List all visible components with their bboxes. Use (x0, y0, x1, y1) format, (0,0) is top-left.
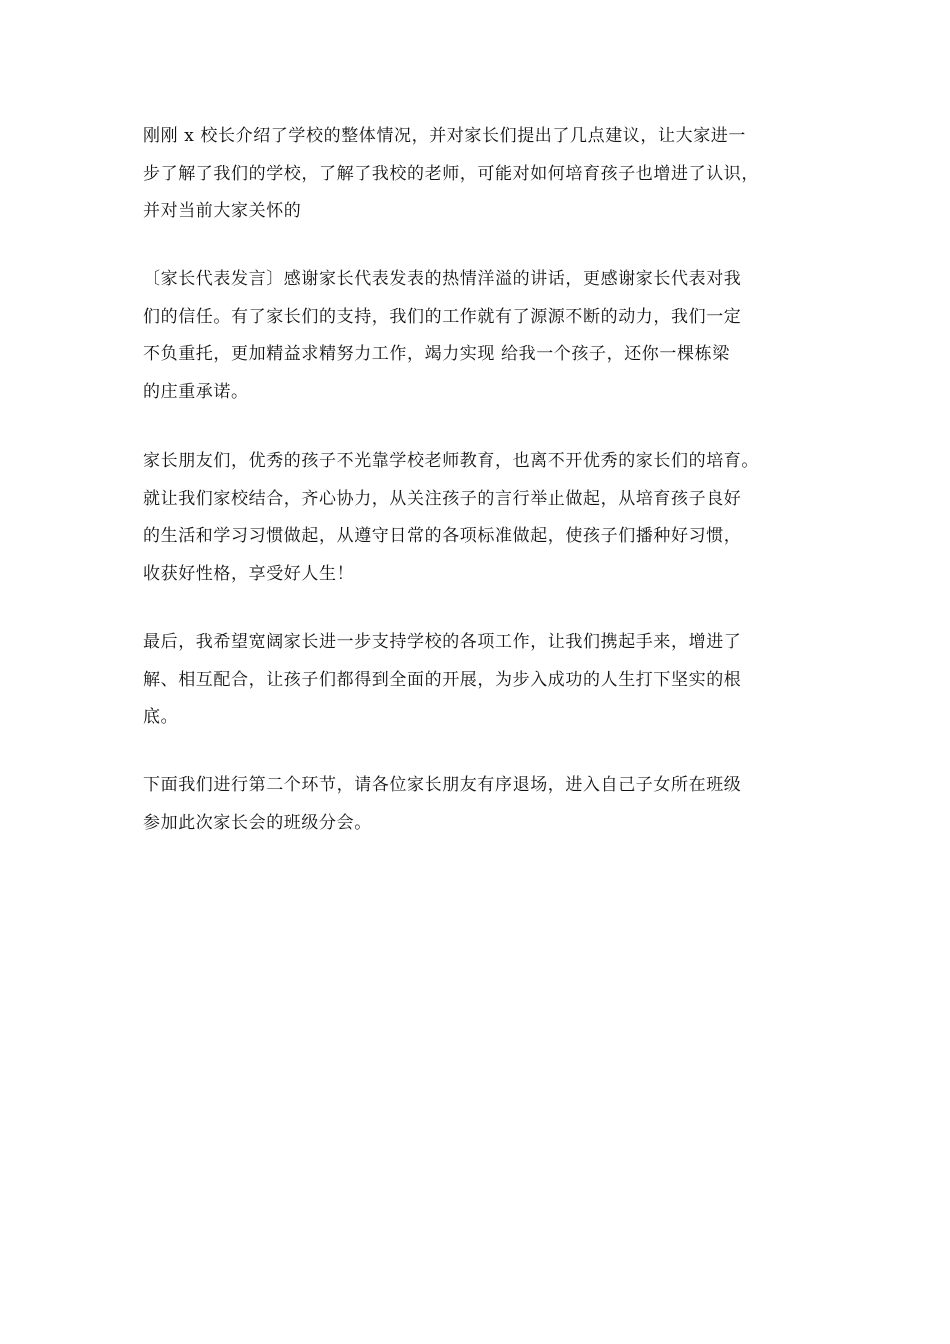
text-line: 就让我们家校结合，齐心协力，从关注孩子的言行举止做起，从培育孩子良好 (143, 489, 742, 509)
text-line: 刚刚 x 校长介绍了学校的整体情况，并对家长们提出了几点建议，让大家进一 (143, 126, 746, 146)
text-line: 最后，我希望宽阔家长进一步支持学校的各项工作，让我们携起手来，增进了 (143, 632, 742, 652)
text-line: 步了解了我们的学校，了解了我校的老师，可能对如何培育孩子也增进了认识， (143, 164, 759, 184)
text-line: 下面我们进行第二个环节，请各位家长朋友有序退场，进入自己子女所在班级 (143, 775, 742, 795)
text-line: 家长朋友们，优秀的孩子不光靠学校老师教育，也离不开优秀的家长们的培育。 (143, 451, 759, 471)
text-line: 的生活和学习习惯做起，从遵守日常的各项标准做起，使孩子们播种好习惯， (143, 526, 742, 546)
text-line: 们的信任。有了家长们的支持，我们的工作就有了源源不断的动力，我们一定 (143, 307, 742, 327)
text-line: 并对当前大家关怀的 (143, 201, 302, 221)
text-line: 解、相互配合，让孩子们都得到全面的开展，为步入成功的人生打下坚实的根 (143, 670, 742, 690)
text-line: 〔家长代表发言〕感谢家长代表发表的热情洋溢的讲话，更感谢家长代表对我 (143, 269, 742, 289)
text-line: 底。 (143, 707, 179, 727)
text-line: 不负重托，更加精益求精努力工作，竭力实现 给我一个孩子，还你一棵栋梁 (143, 344, 730, 364)
text-line: 收获好性格，享受好人生！ (143, 564, 355, 584)
text-line: 参加此次家长会的班级分会。 (143, 813, 372, 833)
text-line: 的庄重承诺。 (143, 382, 249, 402)
